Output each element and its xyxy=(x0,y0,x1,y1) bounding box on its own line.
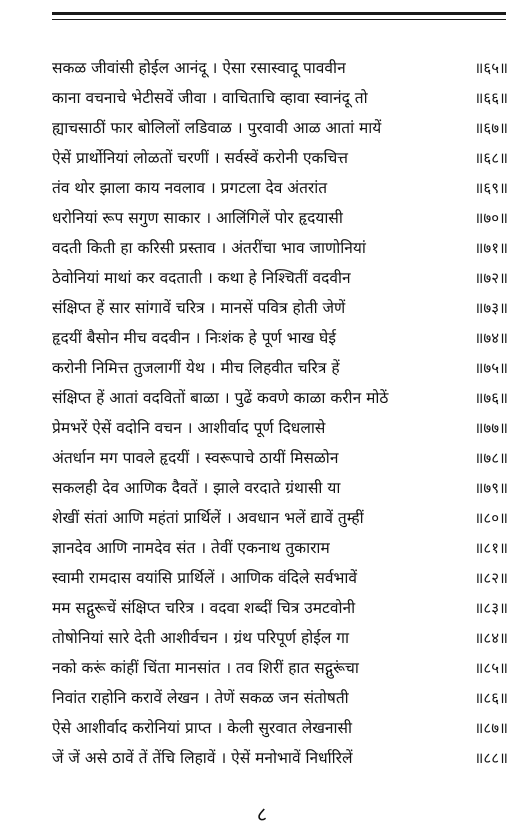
verse-number: ॥८६॥ xyxy=(474,689,508,707)
verse-text: स्वामी रामदास वयांसि प्रार्थिलें । आणिक वंदिले सर्वभावें xyxy=(52,569,357,587)
verse-number: ॥६९॥ xyxy=(474,179,508,197)
verse-line xyxy=(52,383,508,413)
verse-text: ज्ञानदेव आणि नामदेव संत । तेवीं एकनाथ तुकाराम xyxy=(52,539,330,557)
verse-number: ॥७८॥ xyxy=(474,449,508,467)
verse-text: तंव थोर झाला काय नवलाव । प्रगटला देव अंतरांत xyxy=(52,179,328,197)
verse-line xyxy=(52,653,508,683)
verse-line xyxy=(52,53,508,83)
verse-number: ॥८०॥ xyxy=(474,509,508,527)
verse-text: जें जें असे ठावें तें तेंचि लिहावें । ऐसें मनोभावें निर्धारिलें xyxy=(52,749,353,767)
verse-line xyxy=(52,323,508,353)
verse-line xyxy=(52,203,508,233)
verse-number: ॥६७॥ xyxy=(474,119,508,137)
verse-text: ह्याचसाठीं फार बोलिलों लडिवाळ । पुरवावी आळ आतां मायें xyxy=(52,119,382,137)
verse-number: ॥८३॥ xyxy=(474,599,508,617)
verse-line xyxy=(52,533,508,563)
verse-number: ॥८२॥ xyxy=(474,569,508,587)
verse-line xyxy=(52,473,508,503)
verse-number: ॥७५॥ xyxy=(474,359,508,377)
verse-line xyxy=(52,293,508,323)
verse-line xyxy=(52,623,508,653)
verse-number: ॥७३॥ xyxy=(474,299,508,317)
verse-number: ॥७०॥ xyxy=(474,209,508,227)
verse-number: ॥८८॥ xyxy=(474,749,508,767)
verse-number: ॥८४॥ xyxy=(474,629,508,647)
verse-line xyxy=(52,593,508,623)
verse-number: ॥८१॥ xyxy=(474,539,508,557)
verse-text: संक्षिप्त हें आतां वदवितों बाळा । पुढें कवणे काळा करीन मोठें xyxy=(52,389,389,407)
verse-text: मम सद्गुरूचें संक्षिप्त चरित्र । वदवा शब्दीं चित्र उमटवोनी xyxy=(52,599,356,617)
verse-text: वदती किती हा करिसी प्रस्ताव । अंतरींचा भाव जाणोनियां xyxy=(52,239,366,257)
verse-line xyxy=(52,503,508,533)
verse-line xyxy=(52,683,508,713)
verse-number: ॥७६॥ xyxy=(474,389,508,407)
verse-line xyxy=(52,113,508,143)
verse-text: काना वचनाचे भेटीसवें जीवा । वाचिताचि व्हावा स्वानंदू तो xyxy=(52,89,368,107)
verse-text: प्रेमभरें ऐसें वदोनि वचन । आशीर्वाद पूर्ण दिधलासे xyxy=(52,419,326,437)
verse-line xyxy=(52,173,508,203)
verse-line xyxy=(52,353,508,383)
verse-text: निवांत राहोनि करावें लेखन । तेणें सकळ जन संतोषती xyxy=(52,689,349,707)
verse-line xyxy=(52,233,508,263)
verse-number: ॥६६॥ xyxy=(474,89,508,107)
verse-number: ॥७२॥ xyxy=(474,269,508,287)
verse-text: सकलही देव आणिक दैवतें । झाले वरदाते ग्रंथासी या xyxy=(52,479,341,497)
verse-number: ॥८५॥ xyxy=(474,659,508,677)
verse-line xyxy=(52,263,508,293)
verse-text: तोषोनियां सारे देती आशीर्वचन । ग्रंथ परिपूर्ण होईल गा xyxy=(52,629,350,647)
verse-text: धरोनियां रूप सगुण साकार । आलिंगिलें पोर हृदयासी xyxy=(52,209,343,227)
verse-text: करोनी निमित्त तुजलागीं येथ । मीच लिहवीत चरित्र हें xyxy=(52,359,340,377)
header-rule-thin xyxy=(52,19,506,20)
header-rule xyxy=(52,12,506,15)
verse-number: ॥७१॥ xyxy=(474,239,508,257)
verse-text: शेखीं संतां आणि महंतां प्रार्थिलें । अवधान भलें द्यावें तुम्हीं xyxy=(52,509,364,527)
verse-line xyxy=(52,413,508,443)
verse-number: ॥८७॥ xyxy=(474,719,508,737)
verse-number: ॥६८॥ xyxy=(474,149,508,167)
verse-line xyxy=(52,443,508,473)
verse-line xyxy=(52,83,508,113)
verse-line xyxy=(52,743,508,773)
verse-number: ॥७९॥ xyxy=(474,479,508,497)
verse-text: नको करूं कांहीं चिंता मानसांत । तव शिरीं हात सद्गुरूंचा xyxy=(52,659,359,677)
verse-number: ॥७४॥ xyxy=(474,329,508,347)
verse-line xyxy=(52,713,508,743)
page-number: ८ xyxy=(256,802,268,826)
verse-text: हृदयीं बैसोन मीच वदवीन । निःशंक हे पूर्ण भाख घेई xyxy=(52,329,336,347)
verse-text: ऐसे आशीर्वाद करोनियां प्राप्त । केली सुरवात लेखनासी xyxy=(52,719,353,737)
verse-text: सकळ जीवांसी होईल आनंदू । ऐसा रसास्वादू पाववीन xyxy=(52,59,346,77)
verse-number: ॥७७॥ xyxy=(474,419,508,437)
verse-line xyxy=(52,563,508,593)
verse-text: संक्षिप्त हें सार सांगावें चरित्र । मानसें पवित्र होती जेणें xyxy=(52,299,346,317)
verse-text: अंतर्धान मग पावले हृदयीं । स्वरूपाचे ठायीं मिसळोन xyxy=(52,449,339,467)
verse-text: ऐसें प्रार्थोनियां लोळतों चरणीं । सर्वस्वें करोनी एकचित्त xyxy=(52,149,349,167)
verse-line xyxy=(52,143,508,173)
verse-number: ॥६५॥ xyxy=(474,59,508,77)
verse-text: ठेवोनियां माथां कर वदताती । कथा हे निश्चितीं वदवीन xyxy=(52,269,351,287)
verse-list xyxy=(52,53,508,773)
